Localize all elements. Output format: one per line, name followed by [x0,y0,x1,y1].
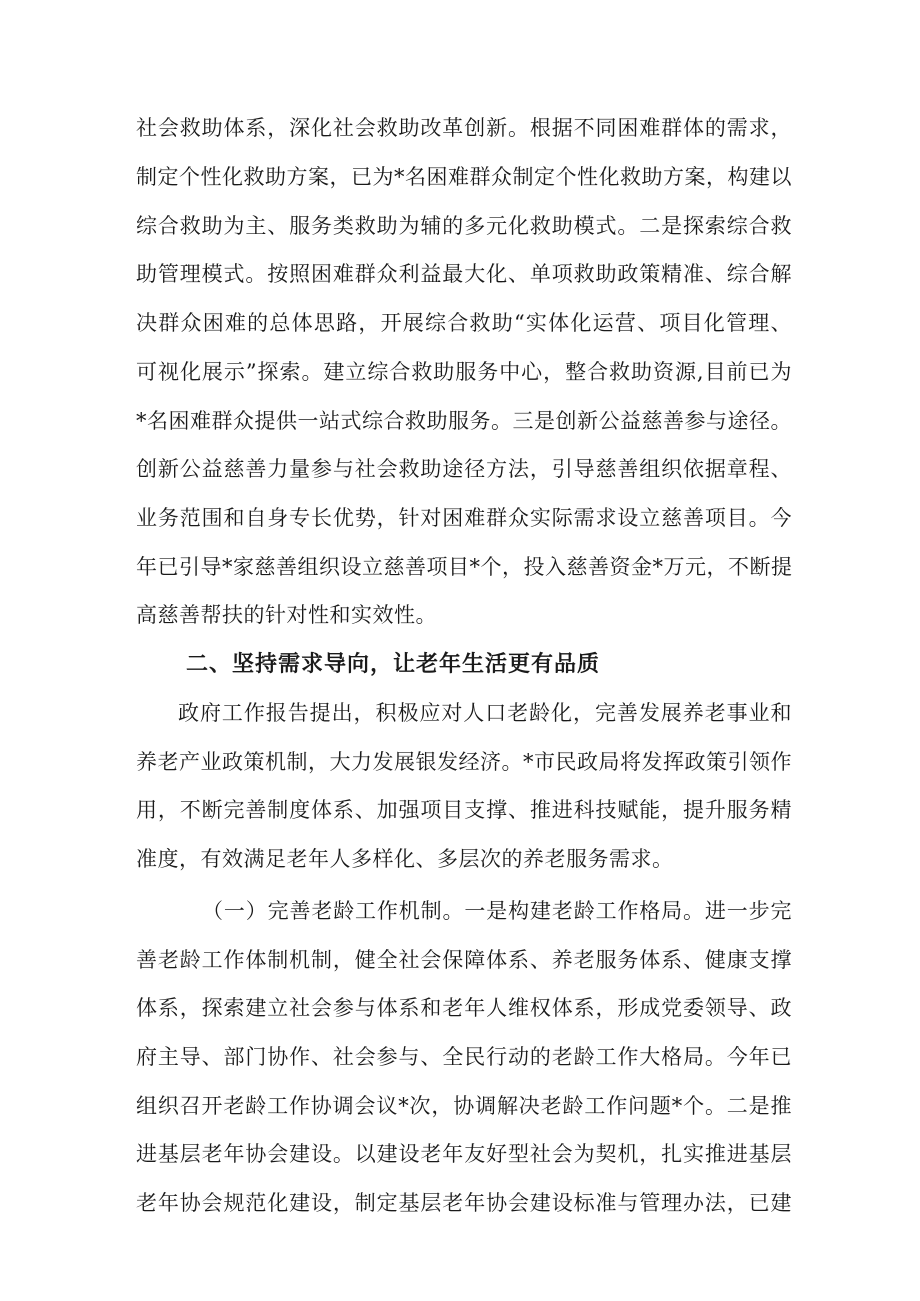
text-line: 综合救助为主、服务类救助为辅的多元化救助模式。二是探索综合救 [136,214,792,238]
text-line: 老年协会规范化建设，制定基层老年协会建设标准与管理办法，已建 [136,1191,792,1215]
text-line: 政府工作报告提出，积极应对人口老龄化，完善发展养老事业和 [178,701,792,725]
text-line: 制定个性化救助方案，已为*名困难群众制定个性化救助方案，构建以 [136,165,792,189]
text-line: 年已引导*家慈善组织设立慈善项目*个，投入慈善资金*万元，不断提 [136,555,793,579]
text-line: 社会救助体系，深化社会救助改革创新。根据不同困难群体的需求， [136,116,792,140]
text-line: 助管理模式。按照困难群众利益最大化、单项救助政策精准、综合解 [136,262,792,286]
text-line: 善老龄工作体制机制，健全社会保障体系、养老服务体系、健康支撑 [136,948,792,972]
text-line: 决群众困难的总体思路，开展综合救助“实体化运营、项目化管理、 [136,311,792,335]
text-line: （一）完善老龄工作机制。一是构建老龄工作格局。进一步完 [202,899,792,923]
text-line: 高慈善帮扶的针对性和实效性。 [136,603,437,627]
text-line: 养老产业政策机制，大力发展银发经济。*市民政局将发挥政策引领作 [136,750,792,774]
text-line: *名困难群众提供一站式综合救助服务。三是创新公益慈善参与途径。 [136,409,792,433]
text-line: 体系，探索建立社会参与体系和老年人维权体系，形成党委领导、政 [136,996,792,1020]
text-line: 创新公益慈善力量参与社会救助途径方法，引导慈善组织依据章程、 [136,457,792,481]
text-line: 业务范围和自身专长优势，针对困难群众实际需求设立慈善项目。今 [136,506,792,530]
text-line: 进基层老年协会建设。以建设老年友好型社会为契机，扎实推进基层 [136,1142,792,1166]
text-line: 用，不断完善制度体系、加强项目支撑、推进科技赋能，提升服务精 [136,798,792,822]
text-line: 准度，有效满足老年人多样化、多层次的养老服务需求。 [136,847,674,871]
text-line: 府主导、部门协作、社会参与、全民行动的老龄工作大格局。今年已 [136,1045,792,1069]
text-line: 可视化展示”探索。建立综合救助服务中心，整合救助资源,目前已为 [136,360,792,384]
section-heading: 二、坚持需求导向，让老年生活更有品质 [186,652,601,677]
text-line: 组织召开老龄工作协调会议*次，协调解决老龄工作问题*个。二是推 [136,1094,792,1118]
